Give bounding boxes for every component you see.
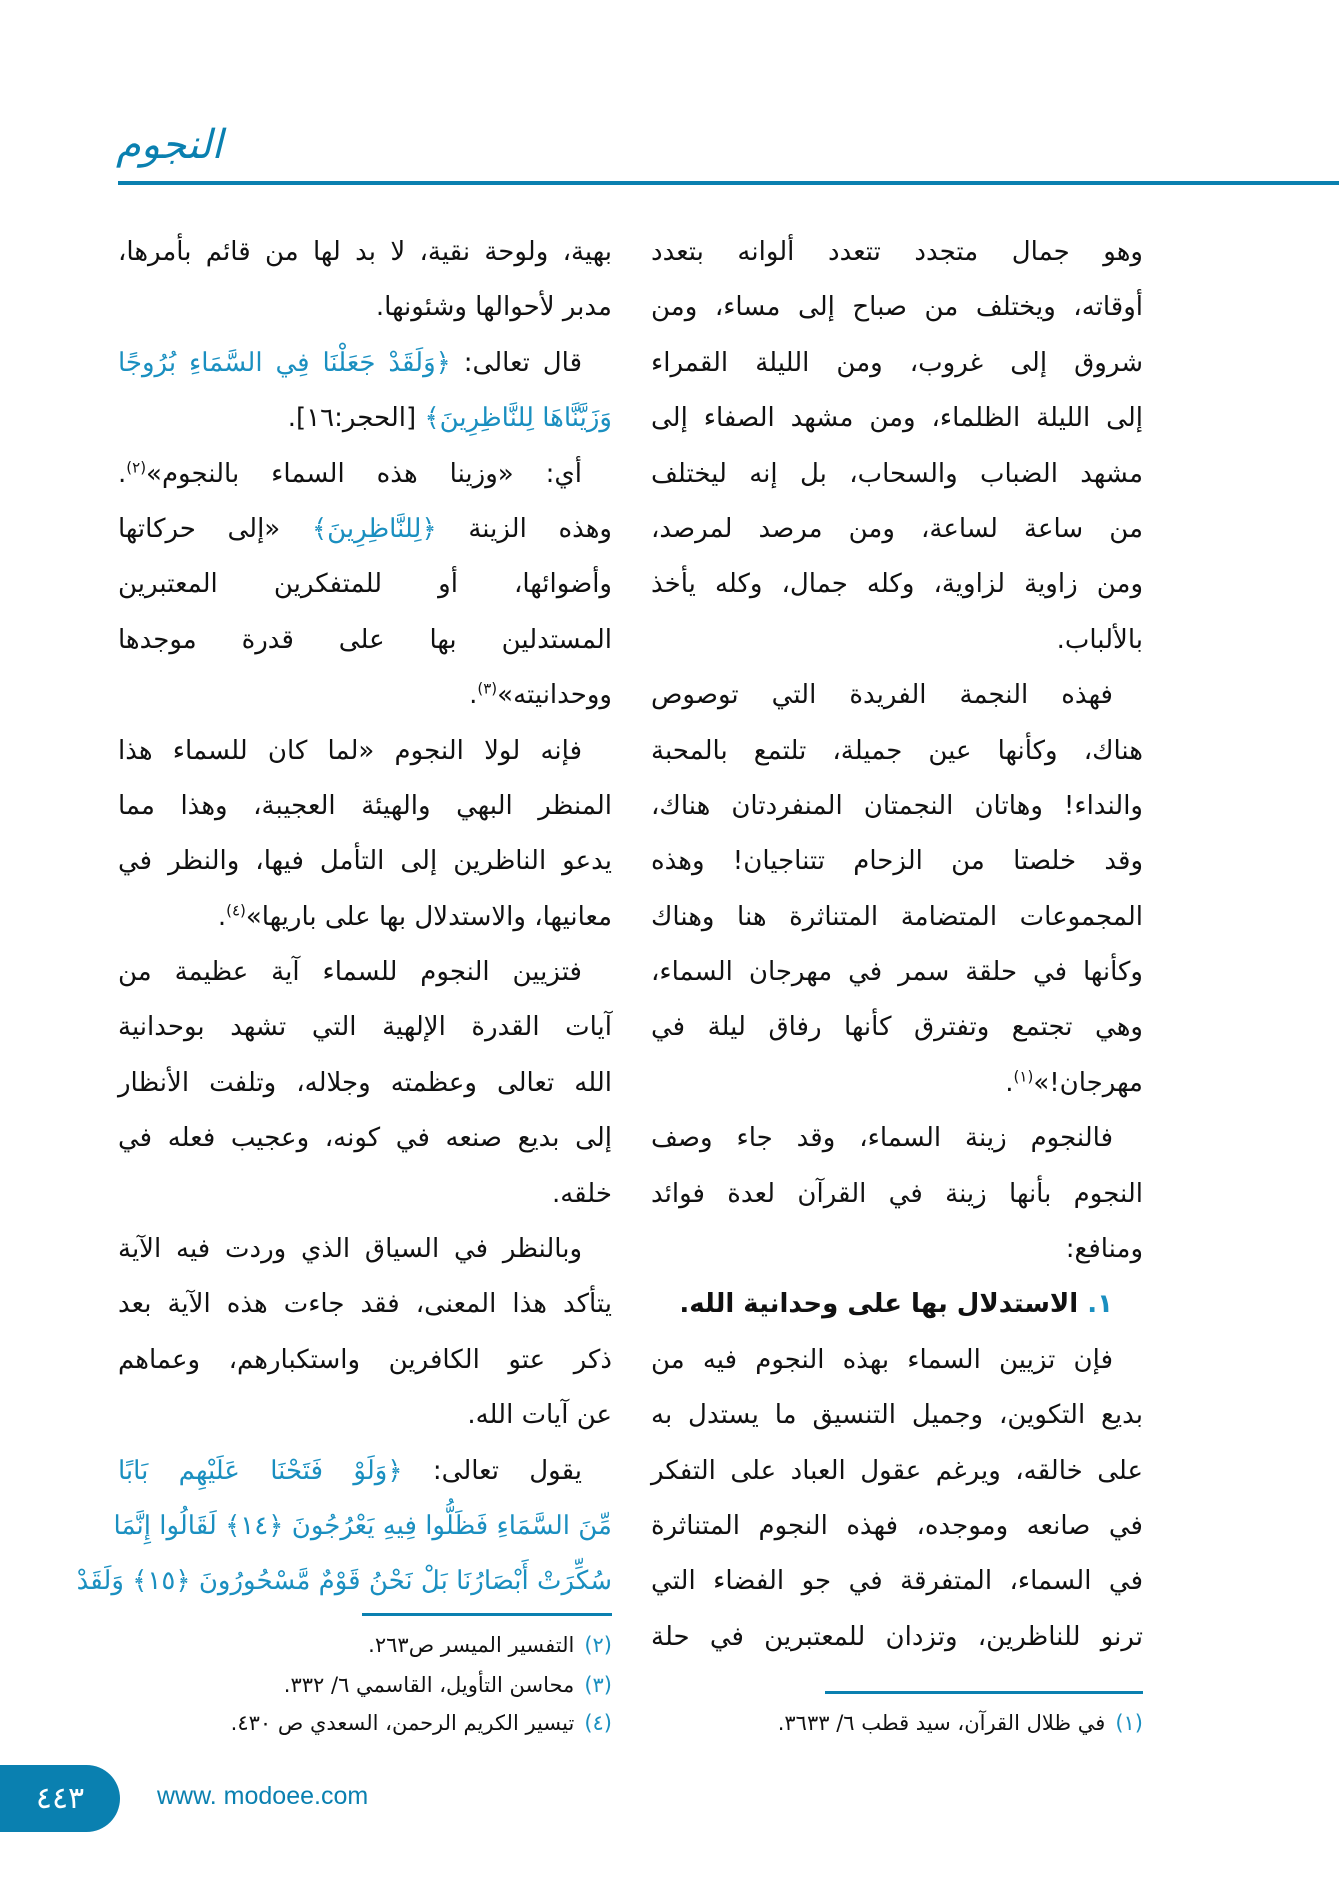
quran-verse: وَزَيَّنَّاهَا لِلنَّاظِرِينَ﴾ [424, 403, 612, 434]
text-line [118, 391, 612, 446]
text-line [118, 1388, 612, 1443]
text-segment: فهذه النجمة الفريدة التي توصوص [651, 680, 1113, 711]
text-segment: فالنجوم زينة السماء، وقد جاء وصف [651, 1123, 1113, 1154]
text-line [118, 225, 612, 280]
text-segment: والنداء! وهاتان النجمتان المنفردتان هناك، [651, 790, 1143, 821]
footnote-number: (٢) [584, 1633, 612, 1657]
text-segment: النجوم بأنها زينة في القرآن لعدة فوائد [651, 1178, 1143, 1209]
text-segment: ومن زاوية لزاوية، وكله جمال، وكله يأخذ [651, 569, 1143, 600]
quran-verse: ﴿لِلنَّاظِرِينَ﴾ [311, 513, 437, 544]
text-segment: . [217, 901, 227, 932]
text-segment: آيات القدرة الإلهية التي تشهد بوحدانية [118, 1012, 612, 1043]
text-line [118, 945, 612, 1000]
text-segment: وهي تجتمع وتفترق كأنها رفاق ليلة في [651, 1012, 1143, 1043]
footnote-separator-right [825, 1691, 1143, 1694]
text-segment: . [1005, 1067, 1014, 1098]
text-segment: يتأكد هذا المعنى، فقد جاءت هذه الآية بعد [118, 1289, 612, 1320]
footnote-text: في ظلال القرآن، سيد قطب ٦/ ٣٦٣٣. [777, 1711, 1106, 1735]
text-line [118, 834, 612, 889]
text-line [651, 834, 1143, 889]
text-line [651, 890, 1143, 945]
text-segment: إلى الليلة الظلماء، ومن مشهد الصفاء إلى [651, 403, 1143, 434]
text-line [651, 1610, 1143, 1665]
text-line [651, 1222, 1143, 1277]
footnote-text: محاسن التأويل، القاسمي ٦/ ٣٣٢. [283, 1673, 575, 1697]
text-segment: فإنه لولا النجوم «لما كان للسماء هذا [118, 735, 582, 766]
text-segment: المستدلين بها على قدرة موجدها [118, 624, 612, 655]
text-line [118, 1167, 612, 1222]
text-line [118, 280, 612, 335]
text-segment: قال تعالى: [450, 347, 583, 378]
text-line [651, 1554, 1143, 1609]
text-line [76, 1554, 612, 1609]
text-segment: . [469, 680, 478, 711]
text-line [651, 336, 1143, 391]
text-segment: [الحجر:١٦]. [287, 403, 425, 434]
text-segment: وهو جمال متجدد تتعدد ألوانه بتعدد [651, 237, 1143, 267]
chapter-title: النجوم [116, 122, 223, 168]
text-line [651, 1167, 1143, 1222]
footnote-3 [284, 1666, 612, 1704]
text-line [118, 668, 612, 723]
footnote-ref: (٣) [477, 679, 498, 698]
text-segment: وأضوائها، أو للمتفكرين المعتبرين [118, 569, 612, 600]
page-number: ٤٤٣ [0, 1765, 120, 1832]
text-segment: وقد خلصتا من الزحام تتناجيان! وهذه [651, 846, 1143, 877]
text-segment: يقول تعالى: [402, 1455, 583, 1486]
text-line [118, 1444, 612, 1499]
text-line [118, 447, 612, 502]
text-line [651, 668, 1143, 723]
text-segment: في صانعه وموجده، فهذه النجوم المتناثرة [651, 1510, 1143, 1541]
quran-verse: ﴿وَلَوْ فَتَحْنَا عَلَيْهِم بَابًا [118, 1455, 403, 1486]
text-segment: على خالقه، ويرغم عقول العباد على التفكر [651, 1455, 1143, 1486]
text-segment: وكأنها في حلقة سمر في مهرجان السماء، [651, 957, 1143, 988]
footnote-number: (٣) [584, 1673, 612, 1697]
text-segment: من ساعة لساعة، ومن مرصد لمرصد، [651, 513, 1143, 544]
text-segment: شروق إلى غروب، ومن الليلة القمراء [651, 347, 1143, 378]
text-line [651, 1499, 1143, 1554]
text-line [651, 447, 1143, 502]
footnote-ref: (١) [1013, 1067, 1034, 1086]
text-line [651, 1388, 1143, 1443]
text-segment: بديع التكوين، وجميل التنسيق ما يستدل به [651, 1400, 1143, 1431]
right-text-column [651, 225, 1143, 1665]
text-line [651, 1111, 1143, 1166]
footnote-number: (٤) [584, 1711, 612, 1735]
left-text-column [76, 225, 612, 1610]
text-line [118, 557, 612, 612]
text-segment: إلى بديع صنعه في كونه، وعجيب فعله في [118, 1123, 612, 1154]
footnote-number: (١) [1115, 1711, 1143, 1735]
text-line [118, 1000, 612, 1055]
text-line [118, 1222, 612, 1277]
text-segment: وهذه الزينة [436, 513, 612, 544]
quran-verse: ﴿وَلَقَدْ جَعَلْنَا فِي السَّمَاءِ بُرُوجًا [118, 347, 451, 378]
footnote-ref: (٢) [126, 457, 147, 476]
text-segment: ترنو للناظرين، وتزدان للمعتبرين في حلة [651, 1621, 1143, 1652]
text-segment: فتزيين النجوم للسماء آية عظيمة من [118, 957, 582, 988]
website-link[interactable]: www. modoee.com [157, 1782, 369, 1810]
text-line [118, 1333, 612, 1388]
text-line [651, 557, 1143, 612]
text-segment: المنظر البهي والهيئة العجيبة، وهذا مما [118, 790, 612, 821]
text-line [118, 336, 612, 391]
quran-verse: مِّنَ السَّمَاءِ فَظَلُّوا فِيهِ يَعْرُجُونَ ﴿١٤﴾ لَقَالُوا إِنَّمَا [113, 1510, 612, 1541]
text-line [113, 1499, 612, 1554]
text-line [651, 1444, 1143, 1499]
text-segment: «إلى حركاتها [118, 513, 312, 544]
header-rule [118, 181, 1339, 185]
text-segment: مشهد الضباب والسحاب، بل إنه ليختلف [651, 458, 1143, 489]
footnote-4 [231, 1704, 612, 1742]
footnote-text: تيسير الكريم الرحمن، السعدي ص ٤٣٠. [230, 1711, 575, 1735]
text-line [651, 225, 1143, 280]
text-segment: وبالنظر في السياق الذي وردت فيه الآية [118, 1234, 582, 1265]
text-segment: فإن تزيين السماء بهذه النجوم فيه من [651, 1344, 1113, 1375]
text-line [651, 280, 1143, 335]
text-line [651, 724, 1143, 779]
text-line [118, 502, 612, 557]
text-line [651, 613, 1143, 668]
text-segment: في السماء، المتفرقة في جو الفضاء التي [651, 1566, 1143, 1597]
text-line [118, 1277, 612, 1332]
text-line [651, 1000, 1143, 1055]
text-line [651, 945, 1143, 1000]
text-line [651, 502, 1143, 557]
text-segment: الله تعالى وعظمته وجلاله، وتلفت الأنظار [118, 1067, 612, 1098]
text-segment: هناك، وكأنها عين جميلة، تلتمع بالمحبة [651, 735, 1143, 766]
footnote-ref: (٤) [226, 901, 246, 920]
text-segment: ووحدانيته» [497, 680, 612, 711]
text-segment: بالألباب. [1056, 624, 1143, 655]
list-number: ١. [1078, 1289, 1113, 1320]
text-segment: مدبر لأحوالها وشئونها. [375, 292, 612, 323]
text-segment: . [118, 458, 127, 489]
text-segment: ذكر عتو الكافرين واستكبارهم، وعماهم [118, 1344, 612, 1375]
text-line [651, 1277, 1143, 1332]
footnote-text: التفسير الميسر ص٢٦٣. [368, 1633, 575, 1657]
text-line [651, 391, 1143, 446]
text-segment: معانيها، والاستدلال بها على باريها» [245, 901, 612, 932]
text-segment: ومنافع: [1065, 1234, 1143, 1265]
text-line [118, 1111, 612, 1166]
footnote-separator-left [362, 1613, 612, 1616]
text-line [118, 613, 612, 668]
quran-verse: سُكِّرَتْ أَبْصَارُنَا بَلْ نَحْنُ قَوْمٌ مَّسْحُورُونَ ﴿١٥﴾ وَلَقَدْ [76, 1566, 612, 1597]
text-segment: خلقه. [551, 1178, 612, 1209]
text-line [651, 779, 1143, 834]
text-line [651, 1333, 1143, 1388]
text-line [118, 890, 612, 945]
text-line [118, 1056, 612, 1111]
text-segment: الاستدلال بها على وحدانية الله. [679, 1289, 1079, 1320]
text-segment: بهية، ولوحة نقية، لا بد لها من قائم بأمرها، [118, 237, 612, 267]
text-line [118, 779, 612, 834]
footnote-1 [778, 1704, 1143, 1742]
footnote-2 [368, 1626, 612, 1664]
text-segment: يدعو الناظرين إلى التأمل فيها، والنظر في [118, 846, 612, 877]
text-segment: مهرجان!» [1033, 1067, 1143, 1098]
text-segment: عن آيات الله. [467, 1400, 612, 1431]
text-segment: أوقاته، ويختلف من صباح إلى مساء، ومن [651, 292, 1143, 323]
text-segment: المجموعات المتضامة المتناثرة هنا وهناك [651, 901, 1143, 932]
text-line [118, 724, 612, 779]
text-segment: أي: «وزينا هذه السماء بالنجوم» [146, 458, 582, 489]
text-line [651, 1056, 1143, 1111]
